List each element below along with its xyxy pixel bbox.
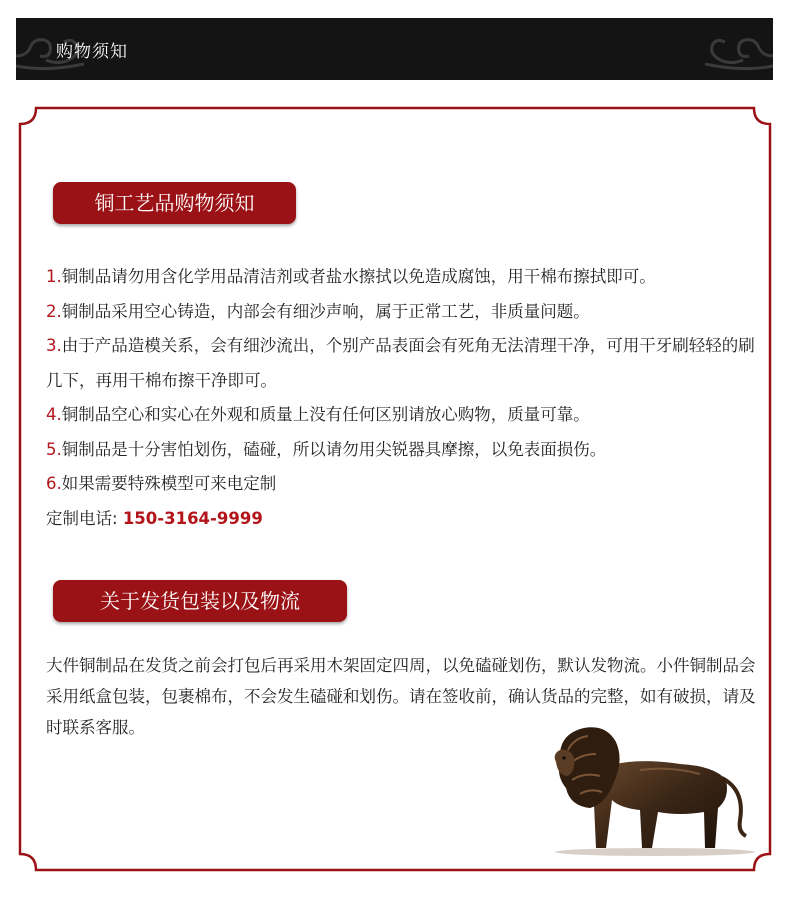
header-title: 购物须知 (56, 42, 128, 62)
section-title-shipping: 关于发货包装以及物流 (53, 580, 347, 622)
list-item: 4.铜制品空心和实心在外观和质量上没有任何区别请放心购物，质量可靠。 (46, 405, 590, 424)
custom-phone-line (46, 502, 761, 537)
list-item: 5.铜制品是十分害怕划伤，磕碰，所以请勿用尖锐器具摩擦，以免表面损伤。 (46, 439, 607, 459)
cloud-ornament-right-icon (703, 26, 773, 72)
phone-label: 定制电话: (46, 508, 118, 528)
list-item: 3.由于产品造模关系，会有细沙流出，个别产品表面会有死角无法清理干净，可用干牙刷轻轻的刷几下，再用干棉布擦干净即可。 (46, 336, 755, 390)
list-item: 6.如果需要特殊模型可来电定制 (46, 474, 277, 493)
phone-number: 150-3164-9999 (122, 508, 263, 528)
list-item: 1.铜制品请勿用含化学用品清洁剂或者盐水擦拭以免造成腐蚀，用干棉布擦拭即可。 (46, 267, 656, 286)
header-bar (16, 18, 773, 80)
shipping-paragraph: 大件铜制品在发货之前会打包后再采用木架固定四周，以免磕碰划伤，默认发物流。小件铜制品会采用纸盒包装，包裹棉布，不会发生磕碰和划伤。请在签收前，确认货品的完整，如有破损，请及时联系客服。 (46, 656, 756, 737)
section-title-purchase-notice: 铜工艺品购物须知 (53, 182, 296, 224)
bronze-lion-statue-image (540, 720, 760, 860)
list-item: 2.铜制品采用空心铸造，内部会有细沙声响，属于正常工艺，非质量问题。 (46, 301, 590, 321)
purchase-notice-list (46, 260, 761, 536)
